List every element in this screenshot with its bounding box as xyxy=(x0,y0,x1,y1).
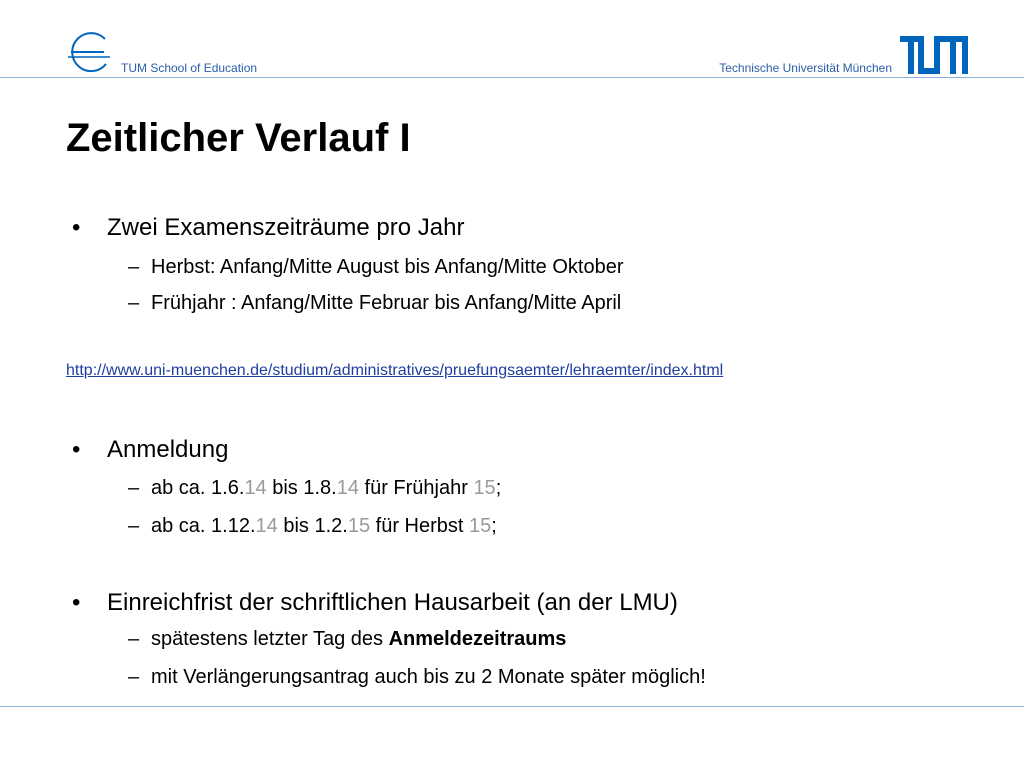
text-part: für Frühjahr xyxy=(358,477,474,499)
sub-item-text xyxy=(151,626,566,652)
dash-icon: – xyxy=(128,292,140,314)
bullet-icon: • xyxy=(72,436,81,463)
text-part: ab ca. 1.12. xyxy=(151,515,256,537)
bullet-text: Anmeldung xyxy=(107,436,229,463)
university-name: Technische Universität München xyxy=(719,61,892,75)
text-part: spätestens letzter Tag des xyxy=(151,628,389,650)
sub-item-text: mit Verlängerungsantrag auch bis zu 2 Monate später möglich! xyxy=(151,666,706,688)
year-part: 14 xyxy=(336,477,359,499)
year-part: 15 xyxy=(469,515,492,537)
dash-icon: – xyxy=(128,515,140,537)
school-of-education-logo-icon xyxy=(66,30,112,74)
bullet-text: Einreichfrist der schriftlichen Hausarbeit (an der LMU) xyxy=(107,589,678,616)
slide-title: Zeitlicher Verlauf I xyxy=(66,116,411,160)
text-part: bis 1.2. xyxy=(277,515,348,537)
bullet-icon: • xyxy=(72,589,81,616)
text-part: bis 1.8. xyxy=(266,477,337,499)
sub-item-text xyxy=(151,475,501,501)
text-part: für Herbst xyxy=(370,515,469,537)
footer-divider xyxy=(0,706,1024,707)
text-part: ab ca. 1.6. xyxy=(151,477,245,499)
lmu-exam-office-link[interactable]: http://www.uni-muenchen.de/studium/administratives/pruefungsaemter/lehraemter/index.html xyxy=(66,362,724,379)
bullet-text: Zwei Examenszeiträume pro Jahr xyxy=(107,214,465,241)
year-part: 14 xyxy=(255,515,278,537)
sub-item-text: Herbst: Anfang/Mitte August bis Anfang/Mitte Oktober xyxy=(151,256,624,278)
tum-logo-icon xyxy=(900,36,968,74)
sub-item-text xyxy=(151,513,497,539)
school-label: TUM School of Education xyxy=(121,61,258,75)
text-part: ; xyxy=(495,477,502,499)
dash-icon: – xyxy=(128,477,140,499)
year-part: 15 xyxy=(347,515,371,537)
dash-icon: – xyxy=(128,666,140,688)
dash-icon: – xyxy=(128,628,140,650)
dash-icon: – xyxy=(128,256,140,278)
bullet-icon: • xyxy=(72,214,81,241)
header-divider xyxy=(0,77,1024,78)
year-part: 14 xyxy=(244,477,267,499)
emphasis-text: Anmeldezeitraums xyxy=(388,628,567,650)
year-part: 15 xyxy=(473,477,496,499)
sub-item-text: Frühjahr : Anfang/Mitte Februar bis Anfang/Mitte April xyxy=(151,292,622,314)
text-part: ; xyxy=(491,515,497,537)
